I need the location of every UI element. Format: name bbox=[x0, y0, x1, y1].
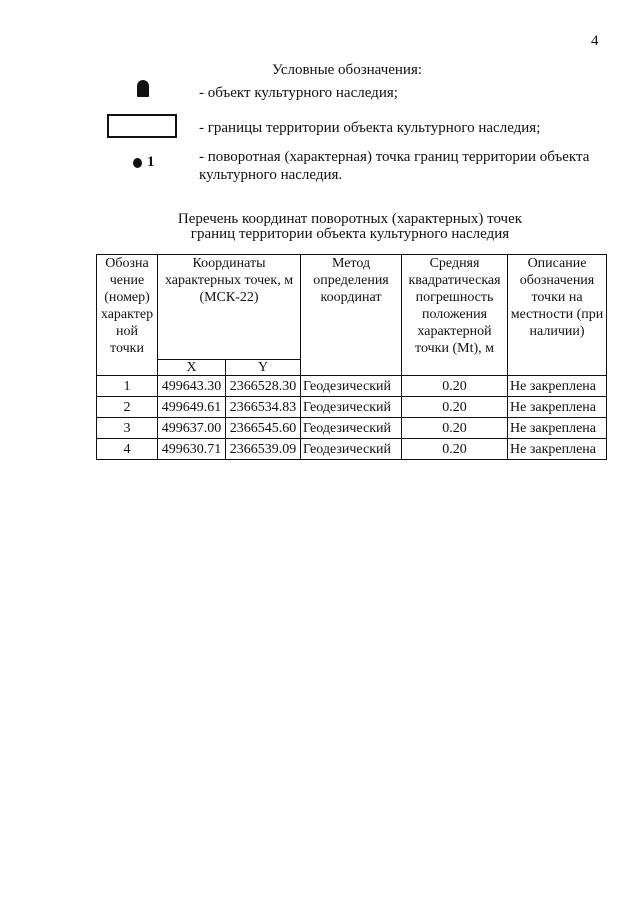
header-y: Y bbox=[226, 360, 301, 376]
table-row bbox=[97, 418, 607, 439]
header-method: Метод определения координат bbox=[301, 255, 402, 376]
cell-method: Геодезический bbox=[301, 439, 402, 460]
table-title-line2: границ территории объекта культурного наследия bbox=[190, 226, 510, 242]
legend-title: Условные обозначения: bbox=[272, 62, 423, 78]
table-row bbox=[97, 439, 607, 460]
page-number: 4 bbox=[591, 33, 599, 49]
table-title bbox=[100, 212, 600, 242]
header-x: X bbox=[158, 360, 226, 376]
cell-x: 499649.61 bbox=[158, 397, 226, 418]
legend-item-turning-point: - поворотная (характерная) точка границ территории объекта культурного наследия. bbox=[199, 149, 590, 183]
cell-error: 0.20 bbox=[402, 418, 508, 439]
legend-item-boundary: - границы территории объекта культурного наследия; bbox=[199, 120, 541, 136]
table-row bbox=[97, 376, 607, 397]
turning-point-label: 1 bbox=[147, 154, 155, 170]
cell-description: Не закреплена bbox=[508, 376, 607, 397]
cell-method: Геодезический bbox=[301, 418, 402, 439]
cell-y: 2366528.30 bbox=[226, 376, 301, 397]
table-row bbox=[97, 397, 607, 418]
cell-error: 0.20 bbox=[402, 397, 508, 418]
cell-y: 2366534.83 bbox=[226, 397, 301, 418]
turning-point-dot-icon bbox=[133, 158, 142, 168]
cell-point: 3 bbox=[97, 418, 158, 439]
cell-description: Не закреплена bbox=[508, 397, 607, 418]
coordinates-table bbox=[96, 254, 607, 460]
cell-error: 0.20 bbox=[402, 439, 508, 460]
cell-description: Не закреплена bbox=[508, 439, 607, 460]
cell-point: 2 bbox=[97, 397, 158, 418]
cell-error: 0.20 bbox=[402, 376, 508, 397]
legend-item-cultural-object: - объект культурного наследия; bbox=[199, 85, 398, 101]
cell-y: 2366539.09 bbox=[226, 439, 301, 460]
cell-y: 2366545.60 bbox=[226, 418, 301, 439]
header-coordinates: Координаты характерных точек, м (МСК-22) bbox=[158, 255, 301, 360]
cell-point: 4 bbox=[97, 439, 158, 460]
cell-x: 499630.71 bbox=[158, 439, 226, 460]
cell-x: 499643.30 bbox=[158, 376, 226, 397]
cell-method: Геодезический bbox=[301, 376, 402, 397]
cell-point: 1 bbox=[97, 376, 158, 397]
header-error: Средняя квадратическая погрешность положения характерной точки (Mt), м bbox=[402, 255, 508, 376]
boundary-rectangle-icon bbox=[107, 114, 177, 138]
header-description: Описание обозначения точки на местности (при наличии) bbox=[508, 255, 607, 376]
cultural-object-marker-icon bbox=[137, 80, 149, 97]
cell-x: 499637.00 bbox=[158, 418, 226, 439]
table-title-line1: Перечень координат поворотных (характерных) точек bbox=[177, 211, 523, 227]
cell-description: Не закреплена bbox=[508, 418, 607, 439]
cell-method: Геодезический bbox=[301, 397, 402, 418]
header-designation: Обозна чение (номер) характер ной точки bbox=[97, 255, 158, 376]
